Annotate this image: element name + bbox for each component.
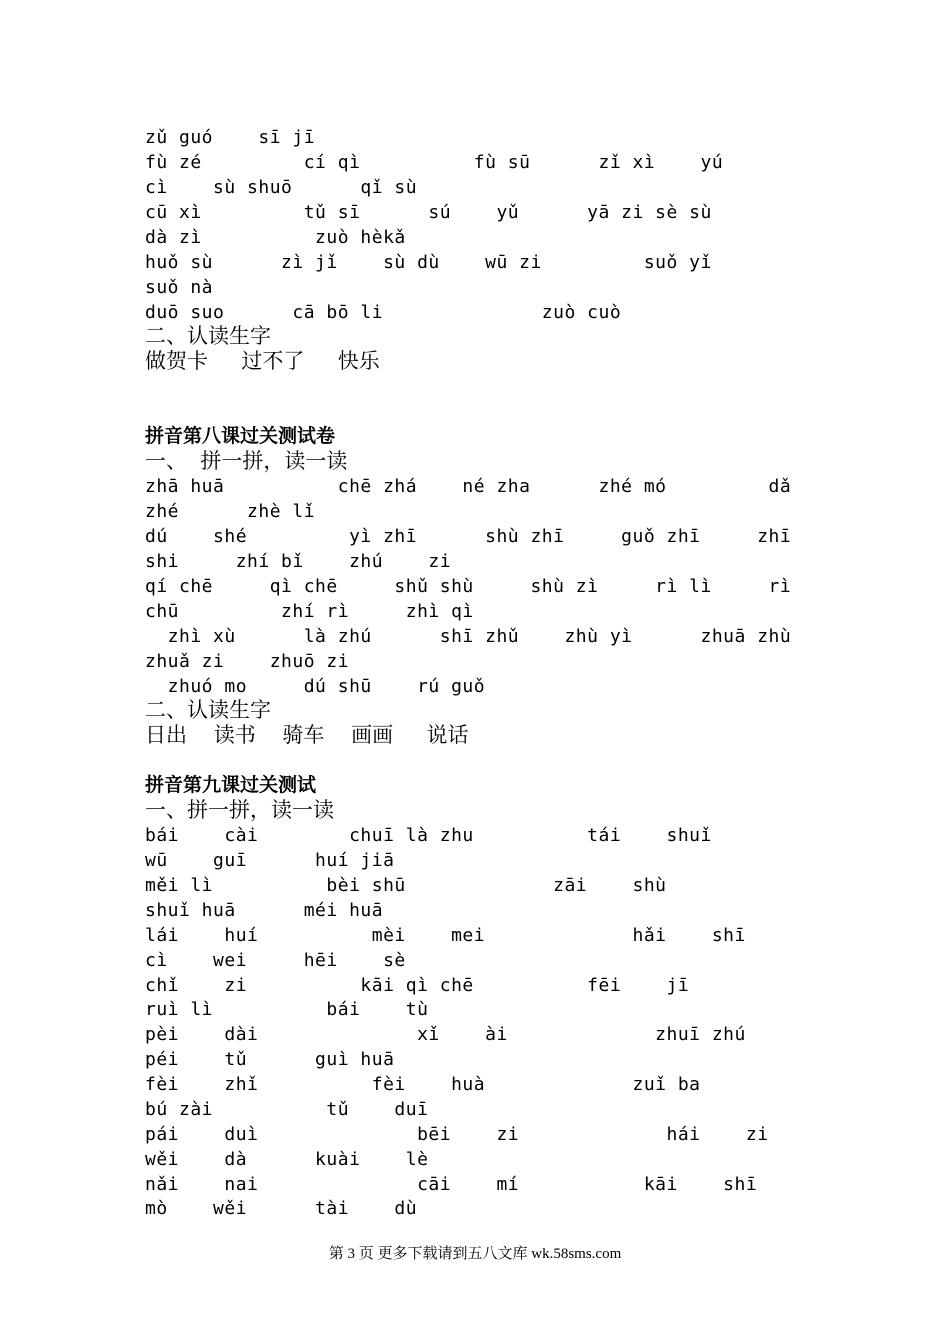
section-heading: 一、 拼一拼，读一读 — [145, 449, 348, 473]
text-line: zǔ guó sī jī — [145, 127, 316, 148]
text-line: cū xì tǔ sī sú yǔ yā zi sè sù — [145, 202, 712, 223]
lesson-title: 拼音第八课过关测试卷 — [145, 425, 336, 447]
text-line: shi zhí bǐ zhú zi — [145, 551, 452, 572]
text-line: lái huí mèi mei hǎi shī — [145, 925, 746, 946]
text-line: nǎi nai cāi mí kāi shī — [145, 1174, 758, 1195]
page-footer: 第 3 页 更多下载请到五八文库 wk.58sms.com — [328, 1246, 622, 1262]
text-line: zhā huā chē zhá né zha zhé mó dǎ — [145, 476, 792, 497]
text-line: pèi dài xǐ ài zhuī zhú — [145, 1024, 746, 1045]
text-line: zhì xù là zhú shī zhǔ zhù yì zhuā zhù — [145, 626, 792, 647]
text-line: 做贺卡 过不了 快乐 — [145, 349, 380, 373]
text-line: fèi zhǐ fèi huà zuǐ ba — [145, 1074, 701, 1095]
lesson-title: 拼音第九课过关测试 — [145, 774, 317, 796]
text-line: suǒ nà — [145, 277, 214, 298]
text-line: pái duì bēi zi hái zi — [145, 1124, 769, 1145]
text-line: cì wei hēi sè — [145, 950, 406, 971]
text-line: wěi dà kuài lè — [145, 1149, 429, 1170]
text-line: fù zé cí qì fù sū zǐ xì yú — [145, 152, 724, 173]
text-line: chǐ zi kāi qì chē fēi jī — [145, 975, 690, 996]
section-heading: 二、认读生字 — [145, 324, 271, 348]
text-line: dà zì zuò hèkǎ — [145, 227, 406, 248]
text-line: huǒ sù zì jǐ sù dù wū zi suǒ yǐ — [145, 252, 712, 273]
section-heading: 二、认读生字 — [145, 698, 271, 722]
text-line: dú shé yì zhī shù zhī guǒ zhī zhī — [145, 526, 792, 547]
text-line: mò wěi tài dù — [145, 1198, 418, 1219]
text-line: chū zhí rì zhì qì — [145, 601, 474, 622]
text-line: duō suo cā bō li zuò cuò — [145, 302, 622, 323]
text-line: qí chē qì chē shǔ shù shù zì rì lì rì — [145, 576, 792, 597]
text-line: zhuǎ zi zhuō zi — [145, 651, 350, 672]
text-line: bú zài tǔ duī — [145, 1099, 429, 1120]
section-heading: 一、拼一拼，读一读 — [145, 798, 334, 822]
text-line: cì sù shuō qǐ sù — [145, 177, 418, 198]
text-line: 日出 读书 骑车 画画 说话 — [145, 723, 469, 747]
text-line: wū guī huí jiā — [145, 850, 395, 871]
text-line: měi lì bèi shū zāi shù — [145, 875, 667, 896]
text-line: shuǐ huā méi huā — [145, 900, 384, 921]
text-line: zhuó mo dú shū rú guǒ — [145, 676, 486, 697]
text-line: péi tǔ guì huā — [145, 1049, 395, 1070]
text-line: ruì lì bái tù — [145, 999, 429, 1020]
text-line: bái cài chuī là zhu tái shuǐ — [145, 825, 712, 846]
text-line: zhé zhè lǐ — [145, 501, 316, 522]
